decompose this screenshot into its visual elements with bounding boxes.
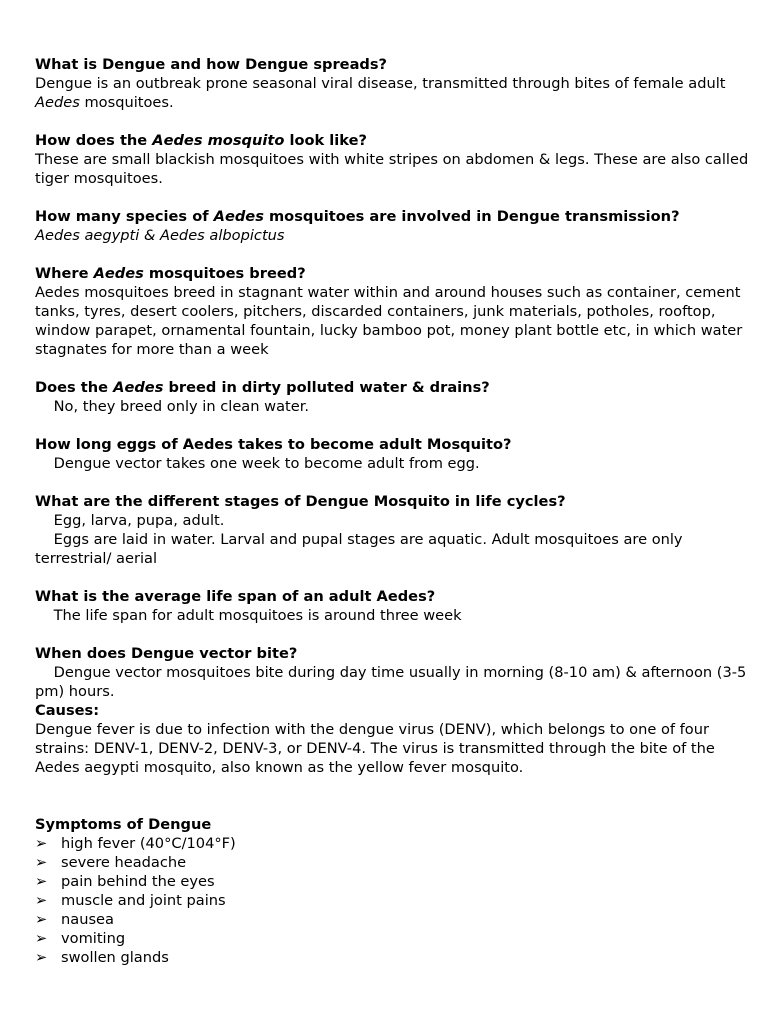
answer-text: The life span for adult mosquitoes is around three week [49, 607, 462, 624]
answer-bite-time [35, 663, 753, 701]
symptom-text: severe headache [61, 854, 187, 871]
arrow-bullet-icon: ➢ [35, 835, 48, 852]
symptoms-list [35, 834, 753, 967]
list-item [35, 929, 753, 948]
answer-dirty-water [35, 397, 753, 416]
question-life-span: What is the average life span of an adult Aedes? [35, 588, 436, 605]
answer-text: Dengue is an outbreak prone seasonal viral disease, transmitted through bites of female adult [35, 75, 726, 92]
arrow-bullet-icon: ➢ [35, 930, 48, 947]
answer-text: mosquitoes. [79, 94, 174, 111]
question-text: look like? [284, 132, 367, 149]
answer-species: Aedes aegypti & Aedes albopictus [35, 227, 285, 244]
question-species [35, 207, 753, 226]
answer-life-stages-2 [35, 530, 753, 568]
answer-text: No, they breed only in clean water. [49, 398, 310, 415]
list-item [35, 948, 753, 967]
list-item [35, 910, 753, 929]
arrow-bullet-icon: ➢ [35, 873, 48, 890]
list-item [35, 834, 753, 853]
arrow-bullet-icon: ➢ [35, 892, 48, 909]
list-item [35, 872, 753, 891]
answer-egg-to-adult [35, 454, 753, 473]
answer-text: Dengue vector takes one week to become adult from egg. [49, 455, 480, 472]
causes-body: Dengue fever is due to infection with the dengue virus (DENV), which belongs to one of four strains: DENV-1, DENV-2, DENV-3, or DENV-4. The virus is transmitted through the bite of the Aedes aegypti mosquito, also known as the yellow fever mosquito. [35, 721, 715, 776]
symptom-text: vomiting [61, 930, 126, 947]
answer-dengue-spread [35, 74, 753, 112]
question-dengue-spread: What is Dengue and how Dengue spreads? [35, 56, 388, 73]
answer-text: Dengue vector mosquitoes bite during day time usually in morning (8-10 am) & afternoon (3-5 pm) hours. [35, 664, 747, 700]
answer-life-span [35, 606, 753, 625]
answer-text: Egg, larva, pupa, adult. [49, 512, 225, 529]
symptom-text: muscle and joint pains [61, 892, 226, 909]
document-page [35, 55, 753, 967]
symptoms-heading: Symptoms of Dengue [35, 816, 212, 833]
question-life-stages: What are the different stages of Dengue Mosquito in life cycles? [35, 493, 566, 510]
question-text: How many species of [35, 208, 214, 225]
question-text: mosquitoes breed? [143, 265, 306, 282]
question-text: breed in dirty polluted water & drains? [163, 379, 490, 396]
answer-text: Eggs are laid in water. Larval and pupal stages are aquatic. Adult mosquitoes are only terrestrial/ aerial [35, 531, 683, 567]
answer-italic: Aedes [35, 94, 80, 111]
question-bite-time: When does Dengue vector bite? [35, 645, 298, 662]
question-text: mosquitoes are involved in Dengue transmission? [263, 208, 680, 225]
question-mosquito-look [35, 131, 753, 150]
list-item [35, 891, 753, 910]
symptom-text: pain behind the eyes [61, 873, 215, 890]
answer-life-stages-1 [35, 511, 753, 530]
question-egg-to-adult: How long eggs of Aedes takes to become adult Mosquito? [35, 436, 512, 453]
question-italic: Aedes [113, 379, 164, 396]
question-italic: Aedes [93, 265, 144, 282]
symptom-text: nausea [61, 911, 114, 928]
arrow-bullet-icon: ➢ [35, 911, 48, 928]
question-dirty-water [35, 378, 753, 397]
symptom-text: high fever (40°C/104°F) [61, 835, 236, 852]
arrow-bullet-icon: ➢ [35, 949, 48, 966]
question-breeding [35, 264, 753, 283]
question-text: Where [35, 265, 94, 282]
answer-breeding: Aedes mosquitoes breed in stagnant water within and around houses such as container, cement tanks, tyres, desert coolers, pitchers, discarded containers, junk materials, potholes, rooftop, window parapet, ornamental fountain, lucky bamboo pot, money plant bottle etc, in which water stagnates for more than a week [35, 284, 743, 358]
arrow-bullet-icon: ➢ [35, 854, 48, 871]
question-italic: Aedes [213, 208, 264, 225]
question-italic: Aedes mosquito [152, 132, 285, 149]
question-text: How does the [35, 132, 153, 149]
answer-mosquito-look: These are small blackish mosquitoes with white stripes on abdomen & legs. These are also called tiger mosquitoes. [35, 151, 749, 187]
question-text: Does the [35, 379, 114, 396]
causes-heading: Causes: [35, 702, 100, 719]
list-item [35, 853, 753, 872]
symptom-text: swollen glands [61, 949, 169, 966]
